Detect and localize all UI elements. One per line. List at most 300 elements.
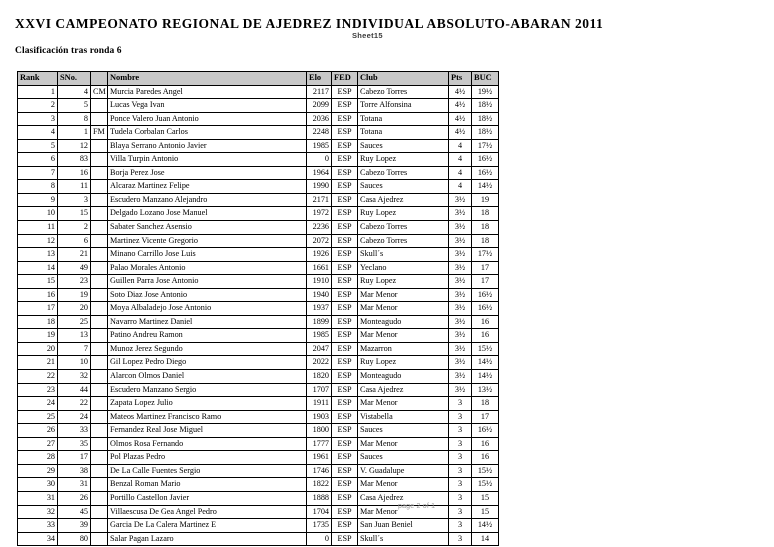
cell-sno: 39 — [58, 519, 91, 533]
cell-club: Vistabella — [358, 410, 449, 424]
cell-pts: 3½ — [449, 275, 472, 289]
cell-pts: 3 — [449, 491, 472, 505]
cell-buc: 18½ — [472, 99, 499, 113]
cell-name: Patino Andreu Ramon — [108, 329, 307, 343]
cell-buc: 14½ — [472, 180, 499, 194]
cell-buc: 17½ — [472, 139, 499, 153]
column-header-elo: Elo — [307, 72, 332, 86]
cell-fed: ESP — [332, 234, 358, 248]
cell-fed: ESP — [332, 153, 358, 167]
cell-sno: 80 — [58, 532, 91, 546]
cell-pts: 4½ — [449, 85, 472, 99]
cell-title — [91, 370, 108, 384]
cell-title — [91, 329, 108, 343]
cell-buc: 19 — [472, 193, 499, 207]
table-row — [18, 166, 499, 180]
cell-name: Escudero Manzano Sergio — [108, 383, 307, 397]
cell-buc: 17 — [472, 261, 499, 275]
cell-buc: 18½ — [472, 112, 499, 126]
cell-fed: ESP — [332, 397, 358, 411]
cell-name: Borja Perez Jose — [108, 166, 307, 180]
cell-rank: 32 — [18, 505, 58, 519]
cell-pts: 3 — [449, 410, 472, 424]
cell-elo: 1735 — [307, 519, 332, 533]
cell-sno: 20 — [58, 302, 91, 316]
cell-club: Torre Alfonsina — [358, 99, 449, 113]
cell-pts: 3½ — [449, 248, 472, 262]
table-row — [18, 207, 499, 221]
cell-sno: 7 — [58, 342, 91, 356]
cell-pts: 4 — [449, 153, 472, 167]
cell-club: Cabezo Torres — [358, 221, 449, 235]
cell-rank: 28 — [18, 451, 58, 465]
cell-buc: 15½ — [472, 478, 499, 492]
cell-elo: 2099 — [307, 99, 332, 113]
cell-name: Minano Carrillo Jose Luis — [108, 248, 307, 262]
cell-rank: 16 — [18, 288, 58, 302]
cell-pts: 3½ — [449, 302, 472, 316]
cell-sno: 32 — [58, 370, 91, 384]
table-row — [18, 261, 499, 275]
cell-elo: 2171 — [307, 193, 332, 207]
cell-club: Mar Menor — [358, 288, 449, 302]
cell-club: Mazarron — [358, 342, 449, 356]
cell-pts: 3 — [449, 464, 472, 478]
column-header-name: Nombre — [108, 72, 307, 86]
cell-title: CM — [91, 85, 108, 99]
cell-rank: 34 — [18, 532, 58, 546]
table-row — [18, 478, 499, 492]
cell-elo: 2072 — [307, 234, 332, 248]
cell-title — [91, 532, 108, 546]
cell-fed: ESP — [332, 329, 358, 343]
cell-elo: 1911 — [307, 397, 332, 411]
table-row — [18, 193, 499, 207]
cell-rank: 24 — [18, 397, 58, 411]
table-row — [18, 248, 499, 262]
cell-club: Cabezo Torres — [358, 234, 449, 248]
cell-name: Soto Diaz Jose Antonio — [108, 288, 307, 302]
cell-elo: 2036 — [307, 112, 332, 126]
cell-fed: ESP — [332, 112, 358, 126]
cell-club: Monteagudo — [358, 315, 449, 329]
cell-pts: 3½ — [449, 356, 472, 370]
cell-elo: 0 — [307, 532, 332, 546]
cell-name: Olmos Rosa Fernando — [108, 437, 307, 451]
cell-sno: 38 — [58, 464, 91, 478]
cell-club: Mar Menor — [358, 505, 449, 519]
cell-name: Alcaraz Martinez Felipe — [108, 180, 307, 194]
cell-name: Gil Lopez Pedro Diego — [108, 356, 307, 370]
cell-title — [91, 302, 108, 316]
cell-club: Ruy Lopez — [358, 275, 449, 289]
cell-sno: 26 — [58, 491, 91, 505]
table-header — [18, 72, 499, 86]
cell-elo: 1903 — [307, 410, 332, 424]
cell-sno: 2 — [58, 221, 91, 235]
table-row — [18, 288, 499, 302]
cell-fed: ESP — [332, 221, 358, 235]
cell-name: Sabater Sanchez Asensio — [108, 221, 307, 235]
cell-club: V. Guadalupe — [358, 464, 449, 478]
cell-buc: 13½ — [472, 383, 499, 397]
cell-elo: 2117 — [307, 85, 332, 99]
cell-buc: 14½ — [472, 519, 499, 533]
cell-rank: 4 — [18, 126, 58, 140]
cell-title — [91, 180, 108, 194]
cell-buc: 16 — [472, 437, 499, 451]
standings-table-container — [17, 71, 498, 546]
column-header-title — [91, 72, 108, 86]
cell-name: Navarro Martinez Daniel — [108, 315, 307, 329]
cell-club: Mar Menor — [358, 437, 449, 451]
column-header-buc: BUC — [472, 72, 499, 86]
cell-fed: ESP — [332, 342, 358, 356]
cell-pts: 4½ — [449, 126, 472, 140]
cell-buc: 16 — [472, 329, 499, 343]
table-row — [18, 234, 499, 248]
cell-name: Benzal Roman Mario — [108, 478, 307, 492]
cell-pts: 4 — [449, 139, 472, 153]
cell-rank: 12 — [18, 234, 58, 248]
cell-buc: 16½ — [472, 288, 499, 302]
cell-pts: 3½ — [449, 261, 472, 275]
cell-fed: ESP — [332, 275, 358, 289]
table-row — [18, 221, 499, 235]
table-row — [18, 302, 499, 316]
cell-fed: ESP — [332, 491, 358, 505]
cell-title — [91, 464, 108, 478]
cell-club: Mar Menor — [358, 329, 449, 343]
cell-club: Casa Ajedrez — [358, 383, 449, 397]
cell-name: Blaya Serrano Antonio Javier — [108, 139, 307, 153]
cell-title — [91, 356, 108, 370]
cell-pts: 3½ — [449, 207, 472, 221]
cell-pts: 3½ — [449, 193, 472, 207]
cell-pts: 4 — [449, 166, 472, 180]
table-row — [18, 356, 499, 370]
cell-name: Murcia Paredes Angel — [108, 85, 307, 99]
cell-pts: 3½ — [449, 342, 472, 356]
cell-fed: ESP — [332, 424, 358, 438]
cell-fed: ESP — [332, 464, 358, 478]
cell-fed: ESP — [332, 370, 358, 384]
cell-club: Mar Menor — [358, 397, 449, 411]
cell-buc: 14½ — [472, 370, 499, 384]
cell-club: Sauces — [358, 180, 449, 194]
sheet-label: Sheet15 — [352, 31, 383, 40]
cell-fed: ESP — [332, 180, 358, 194]
page-title: XXVI CAMPEONATO REGIONAL DE AJEDREZ INDIVIDUAL ABSOLUTO-ABARAN 2011 — [15, 16, 604, 31]
cell-buc: 18½ — [472, 126, 499, 140]
cell-name: Palao Morales Antonio — [108, 261, 307, 275]
cell-pts: 3½ — [449, 315, 472, 329]
cell-buc: 16½ — [472, 166, 499, 180]
cell-rank: 6 — [18, 153, 58, 167]
cell-title — [91, 410, 108, 424]
table-row — [18, 491, 499, 505]
cell-club: Ruy Lopez — [358, 153, 449, 167]
cell-club: Mar Menor — [358, 478, 449, 492]
cell-rank: 18 — [18, 315, 58, 329]
cell-name: Guillen Parra Jose Antonio — [108, 275, 307, 289]
cell-sno: 83 — [58, 153, 91, 167]
cell-club: Ruy Lopez — [358, 207, 449, 221]
cell-buc: 18 — [472, 397, 499, 411]
table-row — [18, 342, 499, 356]
cell-title: FM — [91, 126, 108, 140]
cell-rank: 11 — [18, 221, 58, 235]
cell-sno: 17 — [58, 451, 91, 465]
cell-pts: 3 — [449, 505, 472, 519]
cell-fed: ESP — [332, 505, 358, 519]
cell-club: Sauces — [358, 451, 449, 465]
cell-rank: 22 — [18, 370, 58, 384]
cell-title — [91, 99, 108, 113]
cell-buc: 17 — [472, 275, 499, 289]
cell-pts: 3½ — [449, 383, 472, 397]
cell-pts: 3 — [449, 397, 472, 411]
cell-elo: 1926 — [307, 248, 332, 262]
cell-fed: ESP — [332, 288, 358, 302]
cell-title — [91, 221, 108, 235]
cell-sno: 24 — [58, 410, 91, 424]
cell-rank: 29 — [18, 464, 58, 478]
cell-fed: ESP — [332, 193, 358, 207]
cell-buc: 15½ — [472, 464, 499, 478]
cell-title — [91, 207, 108, 221]
cell-elo: 1990 — [307, 180, 332, 194]
table-row — [18, 370, 499, 384]
cell-fed: ESP — [332, 315, 358, 329]
cell-pts: 3 — [449, 424, 472, 438]
cell-name: Lucas Vega Ivan — [108, 99, 307, 113]
table-row — [18, 85, 499, 99]
cell-buc: 19½ — [472, 85, 499, 99]
standings-table — [17, 71, 499, 546]
cell-name: Escudero Manzano Alejandro — [108, 193, 307, 207]
cell-rank: 17 — [18, 302, 58, 316]
cell-pts: 3½ — [449, 234, 472, 248]
cell-elo: 1704 — [307, 505, 332, 519]
cell-pts: 4 — [449, 180, 472, 194]
cell-name: Mateos Martinez Francisco Ramo — [108, 410, 307, 424]
cell-elo: 1820 — [307, 370, 332, 384]
cell-sno: 5 — [58, 99, 91, 113]
cell-name: Fernandez Real Jose Miguel — [108, 424, 307, 438]
cell-elo: 1777 — [307, 437, 332, 451]
cell-sno: 21 — [58, 248, 91, 262]
cell-elo: 1985 — [307, 139, 332, 153]
cell-buc: 14 — [472, 532, 499, 546]
table-row — [18, 126, 499, 140]
cell-elo: 2248 — [307, 126, 332, 140]
cell-title — [91, 437, 108, 451]
cell-sno: 1 — [58, 126, 91, 140]
cell-title — [91, 478, 108, 492]
cell-fed: ESP — [332, 166, 358, 180]
cell-buc: 16½ — [472, 424, 499, 438]
cell-sno: 45 — [58, 505, 91, 519]
cell-rank: 19 — [18, 329, 58, 343]
cell-buc: 16 — [472, 451, 499, 465]
cell-pts: 3 — [449, 532, 472, 546]
cell-name: Portillo Castellon Javier — [108, 491, 307, 505]
cell-sno: 4 — [58, 85, 91, 99]
cell-fed: ESP — [332, 383, 358, 397]
cell-elo: 2047 — [307, 342, 332, 356]
cell-rank: 2 — [18, 99, 58, 113]
cell-rank: 30 — [18, 478, 58, 492]
cell-name: Martinez Vicente Gregorio — [108, 234, 307, 248]
cell-title — [91, 491, 108, 505]
table-body — [18, 85, 499, 546]
cell-rank: 27 — [18, 437, 58, 451]
cell-sno: 10 — [58, 356, 91, 370]
cell-fed: ESP — [332, 248, 358, 262]
cell-rank: 9 — [18, 193, 58, 207]
cell-buc: 15½ — [472, 342, 499, 356]
table-row — [18, 464, 499, 478]
cell-title — [91, 397, 108, 411]
cell-title — [91, 193, 108, 207]
cell-club: Yeclano — [358, 261, 449, 275]
cell-title — [91, 153, 108, 167]
cell-rank: 5 — [18, 139, 58, 153]
cell-fed: ESP — [332, 437, 358, 451]
cell-rank: 1 — [18, 85, 58, 99]
cell-elo: 1910 — [307, 275, 332, 289]
cell-rank: 8 — [18, 180, 58, 194]
cell-club: Cabezo Torres — [358, 166, 449, 180]
cell-sno: 16 — [58, 166, 91, 180]
table-row — [18, 519, 499, 533]
cell-name: Salar Pagan Lazaro — [108, 532, 307, 546]
cell-elo: 1661 — [307, 261, 332, 275]
cell-sno: 44 — [58, 383, 91, 397]
cell-name: Garcia De La Calera Martinez E — [108, 519, 307, 533]
cell-elo: 1972 — [307, 207, 332, 221]
cell-rank: 14 — [18, 261, 58, 275]
cell-title — [91, 315, 108, 329]
cell-elo: 1800 — [307, 424, 332, 438]
table-row — [18, 139, 499, 153]
cell-title — [91, 342, 108, 356]
cell-elo: 1937 — [307, 302, 332, 316]
cell-sno: 15 — [58, 207, 91, 221]
cell-sno: 49 — [58, 261, 91, 275]
cell-pts: 4½ — [449, 112, 472, 126]
table-row — [18, 397, 499, 411]
cell-club: Monteagudo — [358, 370, 449, 384]
cell-title — [91, 166, 108, 180]
cell-elo: 1961 — [307, 451, 332, 465]
table-row — [18, 532, 499, 546]
column-header-sno: SNo. — [58, 72, 91, 86]
cell-title — [91, 248, 108, 262]
table-row — [18, 153, 499, 167]
cell-name: Villa Turpin Antonio — [108, 153, 307, 167]
cell-name: Pol Plazas Pedro — [108, 451, 307, 465]
cell-elo: 1822 — [307, 478, 332, 492]
cell-fed: ESP — [332, 451, 358, 465]
cell-pts: 3½ — [449, 329, 472, 343]
cell-fed: ESP — [332, 85, 358, 99]
cell-sno: 12 — [58, 139, 91, 153]
table-row — [18, 180, 499, 194]
cell-title — [91, 424, 108, 438]
cell-sno: 13 — [58, 329, 91, 343]
cell-pts: 3 — [449, 437, 472, 451]
cell-pts: 3½ — [449, 288, 472, 302]
standings-subtitle: Clasificación tras ronda 6 — [15, 46, 122, 56]
cell-fed: ESP — [332, 302, 358, 316]
cell-sno: 8 — [58, 112, 91, 126]
cell-sno: 11 — [58, 180, 91, 194]
column-header-rank: Rank — [18, 72, 58, 86]
cell-rank: 7 — [18, 166, 58, 180]
cell-title — [91, 139, 108, 153]
table-row — [18, 329, 499, 343]
cell-club: San Juan Beniel — [358, 519, 449, 533]
cell-name: Delgado Lozano Jose Manuel — [108, 207, 307, 221]
cell-name: Tudela Corbalan Carlos — [108, 126, 307, 140]
cell-club: Mar Menor — [358, 302, 449, 316]
table-header-row — [18, 72, 499, 86]
cell-title — [91, 261, 108, 275]
table-row — [18, 315, 499, 329]
cell-club: Sauces — [358, 139, 449, 153]
cell-name: Ponce Valero Juan Antonio — [108, 112, 307, 126]
cell-buc: 15 — [472, 505, 499, 519]
cell-title — [91, 275, 108, 289]
cell-pts: 3½ — [449, 221, 472, 235]
cell-rank: 3 — [18, 112, 58, 126]
cell-fed: ESP — [332, 126, 358, 140]
cell-buc: 16 — [472, 315, 499, 329]
column-header-club: Club — [358, 72, 449, 86]
cell-sno: 3 — [58, 193, 91, 207]
cell-elo: 1888 — [307, 491, 332, 505]
cell-name: Alarcon Olmos Daniel — [108, 370, 307, 384]
cell-sno: 35 — [58, 437, 91, 451]
cell-elo: 0 — [307, 153, 332, 167]
cell-rank: 15 — [18, 275, 58, 289]
cell-sno: 25 — [58, 315, 91, 329]
table-row — [18, 410, 499, 424]
table-row — [18, 112, 499, 126]
cell-buc: 15 — [472, 491, 499, 505]
table-row — [18, 275, 499, 289]
cell-elo: 2236 — [307, 221, 332, 235]
cell-buc: 18 — [472, 221, 499, 235]
cell-title — [91, 234, 108, 248]
cell-sno: 22 — [58, 397, 91, 411]
cell-club: Totana — [358, 112, 449, 126]
table-row — [18, 437, 499, 451]
cell-rank: 25 — [18, 410, 58, 424]
cell-fed: ESP — [332, 261, 358, 275]
cell-elo: 2022 — [307, 356, 332, 370]
cell-rank: 21 — [18, 356, 58, 370]
cell-club: Skull´s — [358, 532, 449, 546]
cell-title — [91, 451, 108, 465]
cell-fed: ESP — [332, 478, 358, 492]
cell-fed: ESP — [332, 519, 358, 533]
column-header-pts: Pts — [449, 72, 472, 86]
cell-buc: 17 — [472, 410, 499, 424]
cell-rank: 13 — [18, 248, 58, 262]
